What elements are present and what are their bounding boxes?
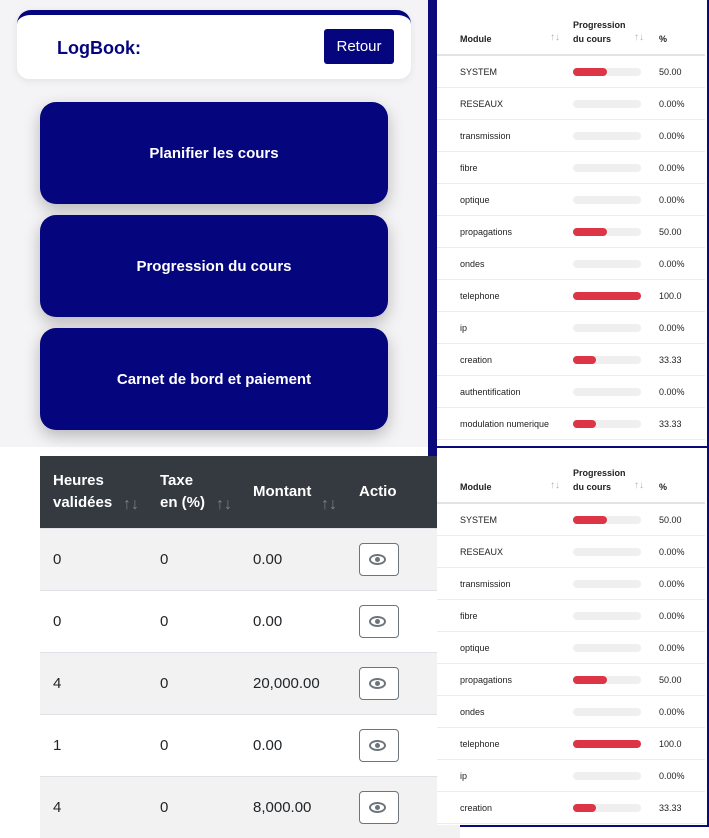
progress-bar — [573, 580, 641, 588]
progress-bar — [573, 612, 641, 620]
sort-icon[interactable]: ↑↓ — [216, 496, 232, 513]
header-amount-line1: Montant — [253, 483, 312, 500]
progress-bar — [573, 676, 641, 684]
payments-table — [40, 456, 397, 827]
module-name: propagations — [460, 227, 513, 237]
progress-row — [437, 760, 705, 792]
logbook-header — [17, 10, 411, 79]
progress-row — [437, 56, 705, 88]
header-tax-line1: Taxe — [160, 472, 194, 489]
module-name: ondes — [460, 259, 485, 269]
module-name: SYSTEM — [460, 67, 498, 77]
view-button[interactable] — [359, 729, 399, 762]
view-button[interactable] — [359, 605, 399, 638]
progress-percent: 0.00% — [659, 131, 685, 141]
progress-percent: 0.00% — [659, 195, 685, 205]
cell-tax: 0 — [160, 799, 169, 816]
progress-percent: 50.00 — [659, 675, 682, 685]
progress-row — [437, 664, 705, 696]
progress-bar — [573, 804, 641, 812]
progress-percent: 0.00% — [659, 323, 685, 333]
module-name: creation — [460, 355, 493, 365]
header-progress-line1: Progression — [573, 20, 626, 30]
header-percent[interactable]: % — [659, 482, 668, 492]
progress-bar-fill — [573, 292, 641, 300]
progress-table-header — [437, 448, 705, 504]
progress-row — [437, 696, 705, 728]
progress-row — [437, 408, 705, 440]
cell-tax: 0 — [160, 613, 169, 630]
header-amount[interactable] — [253, 456, 348, 528]
progress-bar — [573, 100, 641, 108]
header-percent[interactable]: % — [659, 34, 668, 44]
progress-table-top — [437, 0, 705, 446]
progress-percent: 50.00 — [659, 227, 682, 237]
progress-row — [437, 728, 705, 760]
progress-row — [437, 632, 705, 664]
progress-bar — [573, 324, 641, 332]
header-tax-line2: en (%) — [160, 494, 205, 511]
progress-row — [437, 184, 705, 216]
cell-hours: 4 — [53, 675, 62, 692]
cell-amount: 0.00 — [253, 613, 283, 630]
progress-percent: 33.33 — [659, 419, 682, 429]
logbook-top-section — [0, 0, 428, 447]
progress-percent: 0.00% — [659, 643, 685, 653]
progress-row — [437, 152, 705, 184]
progress-bar — [573, 356, 641, 364]
progress-bar — [573, 132, 641, 140]
progress-percent: 0.00% — [659, 771, 685, 781]
module-name: RESEAUX — [460, 99, 504, 109]
progress-bar — [573, 68, 641, 76]
progress-bar — [573, 772, 641, 780]
progress-percent: 50.00 — [659, 515, 682, 525]
progress-bar — [573, 516, 641, 524]
cell-tax: 0 — [160, 737, 169, 754]
header-progress[interactable] — [573, 466, 626, 494]
progress-row — [437, 792, 705, 824]
module-name: RESEAUX — [460, 547, 504, 557]
progress-bar — [573, 644, 641, 652]
progress-percent: 0.00% — [659, 99, 685, 109]
progress-percent: 50.00 — [659, 67, 682, 77]
module-name: telephone — [460, 291, 500, 301]
sort-icon[interactable]: ↑↓ — [550, 480, 560, 491]
progress-bar — [573, 196, 641, 204]
progress-percent: 0.00% — [659, 163, 685, 173]
header-action — [359, 456, 449, 528]
table-row — [40, 776, 460, 838]
progress-bar — [573, 260, 641, 268]
progress-row — [437, 504, 705, 536]
progress-row — [437, 312, 705, 344]
progress-row — [437, 376, 705, 408]
cell-amount: 20,000.00 — [253, 675, 320, 692]
module-name: transmission — [460, 131, 511, 141]
sort-icon[interactable]: ↑↓ — [634, 480, 644, 491]
cell-hours: 4 — [53, 799, 62, 816]
module-name: optique — [460, 195, 490, 205]
cell-tax: 0 — [160, 551, 169, 568]
module-name: optique — [460, 643, 490, 653]
module-name: propagations — [460, 675, 513, 685]
cell-hours: 0 — [53, 551, 62, 568]
progress-percent: 100.0 — [659, 291, 682, 301]
header-action-line1: Actio — [359, 483, 397, 500]
course-progress-button[interactable]: Progression du cours — [40, 215, 388, 317]
table-row — [40, 528, 460, 590]
cell-hours: 1 — [53, 737, 62, 754]
header-validated-hours-line2: validées — [53, 494, 113, 511]
progress-row — [437, 88, 705, 120]
sort-icon[interactable]: ↑↓ — [123, 496, 139, 513]
progress-row — [437, 248, 705, 280]
payments-table-header — [40, 456, 460, 528]
header-tax[interactable] — [160, 456, 245, 528]
logbook-payment-button[interactable]: Carnet de bord et paiement — [40, 328, 388, 430]
eye-icon — [369, 678, 386, 689]
header-progress-line1: Progression — [573, 468, 626, 478]
progress-row — [437, 600, 705, 632]
progress-percent: 100.0 — [659, 739, 682, 749]
sort-icon[interactable]: ↑↓ — [550, 32, 560, 43]
eye-icon — [369, 802, 386, 813]
header-module[interactable]: Module — [460, 482, 492, 492]
table-row — [40, 590, 460, 652]
progress-percent: 0.00% — [659, 547, 685, 557]
progress-bar-fill — [573, 516, 607, 524]
progress-bar — [573, 740, 641, 748]
cell-amount: 8,000.00 — [253, 799, 312, 816]
sort-icon[interactable]: ↑↓ — [321, 496, 337, 513]
progress-bar — [573, 708, 641, 716]
progress-percent: 33.33 — [659, 803, 682, 813]
eye-icon — [369, 740, 386, 751]
view-button[interactable] — [359, 667, 399, 700]
progress-bar-fill — [573, 356, 596, 364]
progress-row — [437, 536, 705, 568]
progress-percent: 33.33 — [659, 355, 682, 365]
progress-row — [437, 280, 705, 312]
module-name: telephone — [460, 739, 500, 749]
view-button[interactable] — [359, 791, 399, 824]
progress-row — [437, 344, 705, 376]
progress-bar-fill — [573, 740, 641, 748]
cell-hours: 0 — [53, 613, 62, 630]
table-row — [40, 652, 460, 714]
table-row — [40, 714, 460, 776]
progress-percent: 0.00% — [659, 707, 685, 717]
module-name: authentification — [460, 387, 521, 397]
progress-bar-fill — [573, 420, 596, 428]
progress-bar — [573, 388, 641, 396]
progress-table-header — [437, 0, 705, 56]
module-name: ip — [460, 771, 468, 781]
sort-icon[interactable]: ↑↓ — [634, 32, 644, 43]
module-name: ip — [460, 323, 468, 333]
cell-tax: 0 — [160, 675, 169, 692]
module-name: SYSTEM — [460, 515, 498, 525]
progress-bar — [573, 164, 641, 172]
cell-amount: 0.00 — [253, 551, 283, 568]
progress-bar-fill — [573, 804, 596, 812]
progress-bar-fill — [573, 68, 607, 76]
progress-percent: 0.00% — [659, 259, 685, 269]
view-button[interactable] — [359, 543, 399, 576]
header-progress-line2: du cours — [573, 34, 612, 44]
progress-bar — [573, 548, 641, 556]
back-button[interactable]: Retour — [324, 29, 394, 64]
module-name: transmission — [460, 579, 511, 589]
progress-bar — [573, 420, 641, 428]
module-name: ondes — [460, 707, 485, 717]
module-name: creation — [460, 803, 493, 813]
module-name: modulation numerique — [460, 419, 550, 429]
logbook-title: LogBook: — [57, 38, 141, 58]
progress-percent: 0.00% — [659, 611, 685, 621]
eye-icon — [369, 554, 386, 565]
progress-bar — [573, 228, 641, 236]
header-progress[interactable] — [573, 18, 626, 46]
progress-table-bottom — [437, 448, 705, 825]
header-progress-line2: du cours — [573, 482, 612, 492]
progress-row — [437, 120, 705, 152]
header-validated-hours[interactable] — [53, 456, 148, 528]
eye-icon — [369, 616, 386, 627]
progress-percent: 0.00% — [659, 387, 685, 397]
progress-row — [437, 216, 705, 248]
progress-percent: 0.00% — [659, 579, 685, 589]
module-name: fibre — [460, 163, 478, 173]
progress-bar-fill — [573, 228, 607, 236]
progress-bar-fill — [573, 676, 607, 684]
progress-bar — [573, 292, 641, 300]
cell-amount: 0.00 — [253, 737, 283, 754]
header-validated-hours-line1: Heures — [53, 472, 104, 489]
header-module[interactable]: Module — [460, 34, 492, 44]
module-name: fibre — [460, 611, 478, 621]
plan-courses-button[interactable]: Planifier les cours — [40, 102, 388, 204]
progress-row — [437, 568, 705, 600]
